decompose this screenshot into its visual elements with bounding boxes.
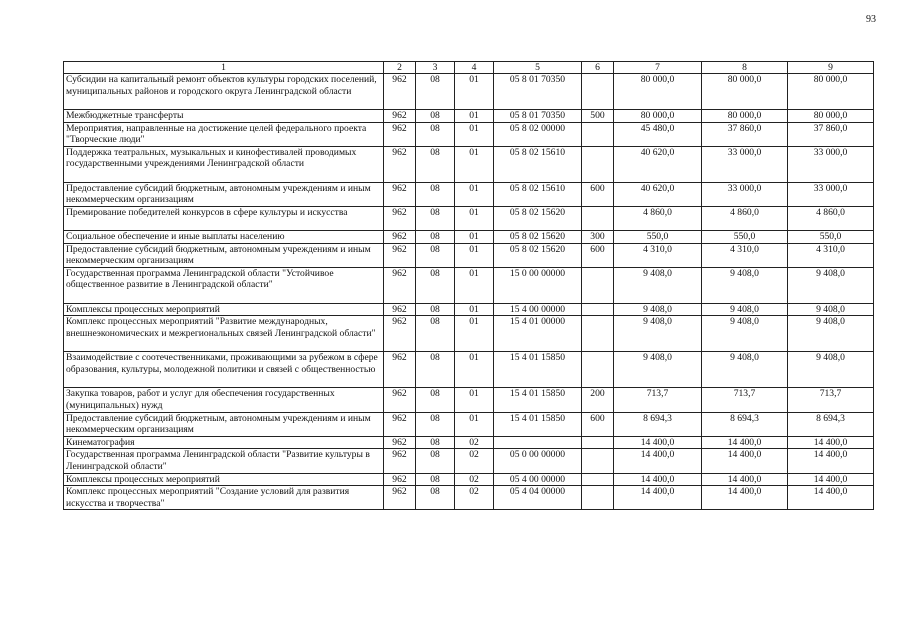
row-cell-col-9: 14 400,0 — [788, 449, 874, 473]
row-cell-col-4: 01 — [455, 352, 494, 388]
row-cell-col-3: 08 — [416, 473, 455, 486]
row-name-cell: Закупка товаров, работ и услуг для обеспечения государственных (муниципальных) нужд — [64, 388, 384, 412]
table-row — [64, 436, 874, 449]
table-row — [64, 388, 874, 412]
row-cell-col-7: 9 408,0 — [614, 267, 702, 303]
row-cell-col-9: 9 408,0 — [788, 303, 874, 316]
row-name-cell: Предоставление субсидий бюджетным, автономным учреждениям и иным некоммерческим организациям — [64, 412, 384, 436]
page-number: 93 — [866, 14, 876, 25]
row-cell-col-8: 9 408,0 — [702, 316, 788, 352]
row-cell-col-3: 08 — [416, 436, 455, 449]
row-cell-col-8: 9 408,0 — [702, 352, 788, 388]
table-row — [64, 303, 874, 316]
row-cell-col-8: 80 000,0 — [702, 74, 788, 110]
row-cell-col-4: 01 — [455, 412, 494, 436]
row-name-cell: Мероприятия, направленные на достижение целей федерального проекта "Творческие люди" — [64, 122, 384, 146]
row-name-cell: Комплексы процессных мероприятий — [64, 303, 384, 316]
row-name-cell: Предоставление субсидий бюджетным, автономным учреждениям и иным некоммерческим организациям — [64, 243, 384, 267]
column-header: 2 — [384, 62, 416, 74]
row-cell-col-7: 45 480,0 — [614, 122, 702, 146]
row-name-cell: Кинематография — [64, 436, 384, 449]
column-header: 6 — [582, 62, 614, 74]
table-row — [64, 412, 874, 436]
row-cell-col-6 — [582, 436, 614, 449]
row-cell-col-9: 80 000,0 — [788, 74, 874, 110]
row-cell-col-2: 962 — [384, 473, 416, 486]
column-header: 3 — [416, 62, 455, 74]
row-cell-col-8: 4 310,0 — [702, 243, 788, 267]
table-row — [64, 122, 874, 146]
column-header: 7 — [614, 62, 702, 74]
row-cell-col-8: 14 400,0 — [702, 473, 788, 486]
table-header-row — [64, 62, 874, 74]
row-cell-col-6: 500 — [582, 110, 614, 123]
row-cell-col-6 — [582, 449, 614, 473]
row-cell-col-7: 40 620,0 — [614, 146, 702, 182]
row-cell-col-4: 01 — [455, 316, 494, 352]
row-cell-col-8: 14 400,0 — [702, 436, 788, 449]
row-cell-col-2: 962 — [384, 352, 416, 388]
table-row — [64, 316, 874, 352]
row-cell-col-8: 713,7 — [702, 388, 788, 412]
table-row — [64, 230, 874, 243]
row-cell-col-9: 8 694,3 — [788, 412, 874, 436]
table-row — [64, 352, 874, 388]
row-cell-col-8: 9 408,0 — [702, 303, 788, 316]
column-header: 5 — [494, 62, 582, 74]
row-cell-col-5: 05 8 02 00000 — [494, 122, 582, 146]
row-cell-col-2: 962 — [384, 243, 416, 267]
row-cell-col-6: 300 — [582, 230, 614, 243]
row-cell-col-3: 08 — [416, 267, 455, 303]
row-cell-col-5: 15 4 01 15850 — [494, 388, 582, 412]
row-cell-col-9: 14 400,0 — [788, 436, 874, 449]
row-cell-col-2: 962 — [384, 122, 416, 146]
row-cell-col-7: 14 400,0 — [614, 436, 702, 449]
row-cell-col-7: 4 310,0 — [614, 243, 702, 267]
row-name-cell: Взаимодействие с соотечественниками, проживающими за рубежом в сфере образования, культуры, молодежной политики и связей с общественностью — [64, 352, 384, 388]
row-cell-col-5: 05 8 02 15610 — [494, 182, 582, 206]
row-cell-col-5: 05 8 01 70350 — [494, 74, 582, 110]
row-cell-col-3: 08 — [416, 388, 455, 412]
row-cell-col-6: 200 — [582, 388, 614, 412]
row-cell-col-7: 40 620,0 — [614, 182, 702, 206]
row-cell-col-3: 08 — [416, 352, 455, 388]
row-cell-col-3: 08 — [416, 316, 455, 352]
row-cell-col-9: 14 400,0 — [788, 486, 874, 510]
row-cell-col-4: 01 — [455, 122, 494, 146]
row-cell-col-7: 8 694,3 — [614, 412, 702, 436]
row-cell-col-7: 9 408,0 — [614, 316, 702, 352]
row-cell-col-5: 05 8 01 70350 — [494, 110, 582, 123]
row-name-cell: Предоставление субсидий бюджетным, автономным учреждениям и иным некоммерческим организациям — [64, 182, 384, 206]
row-cell-col-2: 962 — [384, 230, 416, 243]
row-cell-col-5: 05 4 00 00000 — [494, 473, 582, 486]
row-cell-col-6 — [582, 473, 614, 486]
row-cell-col-9: 37 860,0 — [788, 122, 874, 146]
row-cell-col-4: 01 — [455, 110, 494, 123]
row-cell-col-5: 05 4 04 00000 — [494, 486, 582, 510]
row-cell-col-8: 8 694,3 — [702, 412, 788, 436]
row-cell-col-2: 962 — [384, 206, 416, 230]
row-cell-col-4: 01 — [455, 303, 494, 316]
table-row — [64, 206, 874, 230]
row-cell-col-9: 4 310,0 — [788, 243, 874, 267]
row-cell-col-4: 02 — [455, 486, 494, 510]
row-cell-col-3: 08 — [416, 449, 455, 473]
row-cell-col-2: 962 — [384, 74, 416, 110]
row-cell-col-3: 08 — [416, 243, 455, 267]
budget-table — [63, 61, 874, 510]
row-cell-col-2: 962 — [384, 303, 416, 316]
row-cell-col-4: 02 — [455, 449, 494, 473]
row-cell-col-4: 01 — [455, 206, 494, 230]
row-cell-col-7: 14 400,0 — [614, 486, 702, 510]
row-cell-col-8: 550,0 — [702, 230, 788, 243]
row-cell-col-3: 08 — [416, 486, 455, 510]
row-cell-col-9: 33 000,0 — [788, 182, 874, 206]
row-cell-col-7: 550,0 — [614, 230, 702, 243]
row-name-cell: Государственная программа Ленинградской области "Развитие культуры в Ленинградской области" — [64, 449, 384, 473]
row-cell-col-6 — [582, 206, 614, 230]
column-header: 9 — [788, 62, 874, 74]
row-cell-col-6: 600 — [582, 412, 614, 436]
row-cell-col-9: 9 408,0 — [788, 352, 874, 388]
row-cell-col-5 — [494, 436, 582, 449]
row-cell-col-3: 08 — [416, 182, 455, 206]
row-cell-col-9: 14 400,0 — [788, 473, 874, 486]
row-cell-col-6 — [582, 122, 614, 146]
row-cell-col-5: 15 4 01 15850 — [494, 412, 582, 436]
row-cell-col-4: 01 — [455, 182, 494, 206]
row-cell-col-6 — [582, 316, 614, 352]
row-cell-col-9: 33 000,0 — [788, 146, 874, 182]
row-cell-col-5: 05 8 02 15620 — [494, 206, 582, 230]
row-cell-col-3: 08 — [416, 230, 455, 243]
column-header: 1 — [64, 62, 384, 74]
table-row — [64, 449, 874, 473]
row-cell-col-4: 01 — [455, 74, 494, 110]
row-cell-col-7: 14 400,0 — [614, 449, 702, 473]
row-cell-col-8: 9 408,0 — [702, 267, 788, 303]
row-cell-col-3: 08 — [416, 412, 455, 436]
row-cell-col-9: 550,0 — [788, 230, 874, 243]
table-body — [64, 74, 874, 510]
table-row — [64, 74, 874, 110]
table-row — [64, 267, 874, 303]
row-cell-col-9: 4 860,0 — [788, 206, 874, 230]
row-name-cell: Социальное обеспечение и иные выплаты населению — [64, 230, 384, 243]
row-cell-col-9: 713,7 — [788, 388, 874, 412]
table-row — [64, 473, 874, 486]
row-cell-col-4: 01 — [455, 243, 494, 267]
row-name-cell: Комплексы процессных мероприятий — [64, 473, 384, 486]
row-cell-col-6 — [582, 486, 614, 510]
column-header: 4 — [455, 62, 494, 74]
row-cell-col-5: 05 8 02 15620 — [494, 230, 582, 243]
row-cell-col-2: 962 — [384, 110, 416, 123]
row-cell-col-2: 962 — [384, 267, 416, 303]
row-cell-col-6 — [582, 352, 614, 388]
table-row — [64, 486, 874, 510]
row-cell-col-6 — [582, 74, 614, 110]
row-cell-col-7: 14 400,0 — [614, 473, 702, 486]
row-cell-col-6: 600 — [582, 243, 614, 267]
row-cell-col-6 — [582, 146, 614, 182]
table-row — [64, 110, 874, 123]
row-cell-col-4: 01 — [455, 230, 494, 243]
row-cell-col-7: 9 408,0 — [614, 352, 702, 388]
row-cell-col-8: 33 000,0 — [702, 182, 788, 206]
row-cell-col-2: 962 — [384, 146, 416, 182]
row-name-cell: Комплекс процессных мероприятий "Создание условий для развития искусства и творчества" — [64, 486, 384, 510]
row-cell-col-5: 15 4 00 00000 — [494, 303, 582, 316]
row-cell-col-3: 08 — [416, 303, 455, 316]
row-cell-col-7: 80 000,0 — [614, 74, 702, 110]
row-name-cell: Субсидии на капитальный ремонт объектов культуры городских поселений, муниципальных районов и городского округа Ленинградской области — [64, 74, 384, 110]
row-cell-col-3: 08 — [416, 146, 455, 182]
row-cell-col-3: 08 — [416, 122, 455, 146]
column-header: 8 — [702, 62, 788, 74]
row-cell-col-5: 15 4 01 15850 — [494, 352, 582, 388]
row-cell-col-4: 02 — [455, 473, 494, 486]
row-cell-col-4: 02 — [455, 436, 494, 449]
row-cell-col-5: 05 8 02 15620 — [494, 243, 582, 267]
row-cell-col-3: 08 — [416, 74, 455, 110]
row-cell-col-5: 05 8 02 15610 — [494, 146, 582, 182]
row-cell-col-3: 08 — [416, 206, 455, 230]
row-cell-col-7: 4 860,0 — [614, 206, 702, 230]
table-row — [64, 146, 874, 182]
row-cell-col-8: 14 400,0 — [702, 486, 788, 510]
row-name-cell: Государственная программа Ленинградской области "Устойчивое общественное развитие в Ленинградской области" — [64, 267, 384, 303]
row-cell-col-8: 4 860,0 — [702, 206, 788, 230]
row-cell-col-6 — [582, 303, 614, 316]
row-cell-col-4: 01 — [455, 146, 494, 182]
row-cell-col-9: 80 000,0 — [788, 110, 874, 123]
row-cell-col-2: 962 — [384, 316, 416, 352]
row-cell-col-7: 80 000,0 — [614, 110, 702, 123]
row-cell-col-2: 962 — [384, 388, 416, 412]
row-cell-col-2: 962 — [384, 412, 416, 436]
row-cell-col-6: 600 — [582, 182, 614, 206]
row-cell-col-2: 962 — [384, 449, 416, 473]
row-cell-col-9: 9 408,0 — [788, 316, 874, 352]
table-row — [64, 182, 874, 206]
row-cell-col-8: 33 000,0 — [702, 146, 788, 182]
table-row — [64, 243, 874, 267]
row-cell-col-9: 9 408,0 — [788, 267, 874, 303]
row-cell-col-8: 37 860,0 — [702, 122, 788, 146]
row-name-cell: Премирование победителей конкурсов в сфере культуры и искусства — [64, 206, 384, 230]
row-name-cell: Межбюджетные трансферты — [64, 110, 384, 123]
row-cell-col-4: 01 — [455, 267, 494, 303]
row-cell-col-5: 15 4 01 00000 — [494, 316, 582, 352]
row-cell-col-5: 05 0 00 00000 — [494, 449, 582, 473]
row-cell-col-2: 962 — [384, 436, 416, 449]
row-name-cell: Поддержка театральных, музыкальных и кинофестивалей проводимых государственными учреждениями Ленинградской области — [64, 146, 384, 182]
row-cell-col-2: 962 — [384, 182, 416, 206]
row-cell-col-4: 01 — [455, 388, 494, 412]
row-name-cell: Комплекс процессных мероприятий "Развитие международных, внешнеэкономических и межрегиональных связей Ленинградской области" — [64, 316, 384, 352]
row-cell-col-7: 9 408,0 — [614, 303, 702, 316]
row-cell-col-3: 08 — [416, 110, 455, 123]
row-cell-col-8: 14 400,0 — [702, 449, 788, 473]
row-cell-col-8: 80 000,0 — [702, 110, 788, 123]
row-cell-col-2: 962 — [384, 486, 416, 510]
row-cell-col-5: 15 0 00 00000 — [494, 267, 582, 303]
row-cell-col-6 — [582, 267, 614, 303]
row-cell-col-7: 713,7 — [614, 388, 702, 412]
